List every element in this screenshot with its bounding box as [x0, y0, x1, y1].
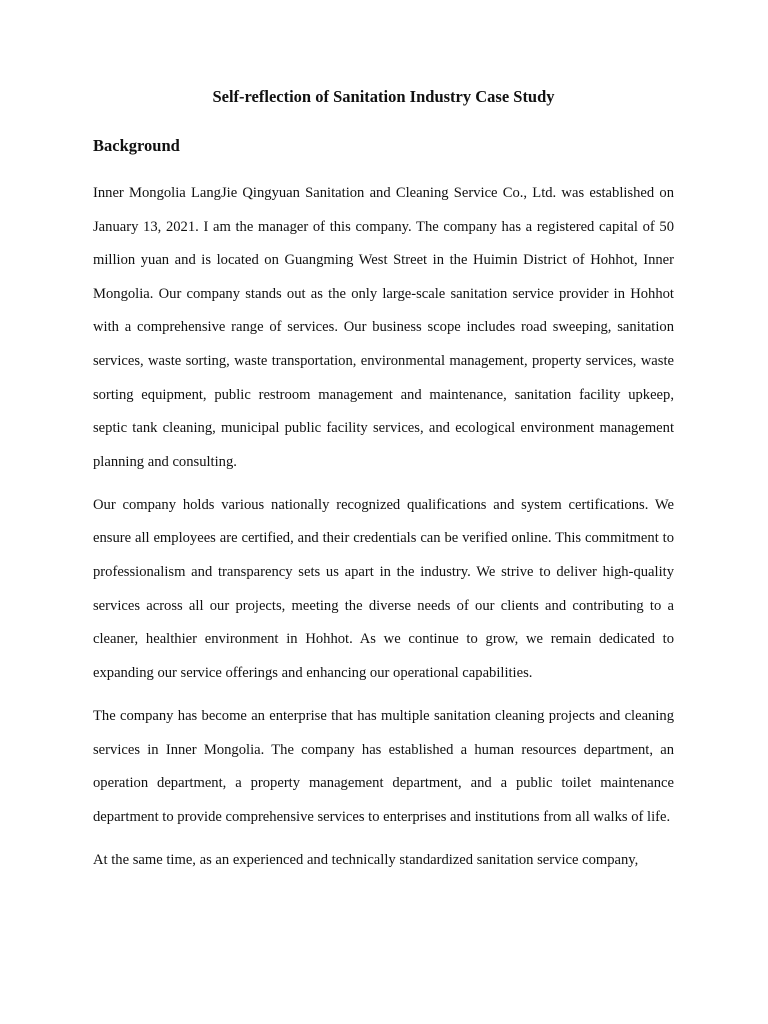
section-heading-background: Background [93, 136, 180, 155]
section-body [93, 177, 674, 887]
paragraph: At the same time, as an experienced and technically standardized sanitation service company, [93, 851, 639, 868]
paragraph: Inner Mongolia LangJie Qingyuan Sanitation and Cleaning Service Co., Ltd. was established on January 13, 2021. I am the manager of this company. The company has a registered capital of 50 million yuan and is located on Guangming West Street in the Huimin District of Hohhot, Inner Mongolia. Our company stands out as the only large-scale sanitation service provider in Hohhot with a comprehensive range of services. Our business scope includes road sweeping, sanitation services, waste sorting, waste transportation, environmental management, property services, waste sorting equipment, public restroom management and maintenance, sanitation facility upkeep, septic tank cleaning, municipal public facility services, and ecological environment management planning and consulting. [93, 185, 674, 470]
document-title: Self-reflection of Sanitation Industry Case Study [212, 87, 555, 106]
paragraph: The company has become an enterprise that has multiple sanitation cleaning projects and cleaning services in Inner Mongolia. The company has established a human resources department, an operation department, a property management department, and a public toilet maintenance department to provide comprehensive services to enterprises and institutions from all walks of life. [93, 707, 674, 825]
paragraph: Our company holds various nationally recognized qualifications and system certifications. We ensure all employees are certified, and their credentials can be verified online. This commitment to professionalism and transparency sets us apart in the industry. We strive to deliver high-quality services across all our projects, meeting the diverse needs of our clients and contributing to a cleaner, healthier environment in Hohhot. As we continue to grow, we remain dedicated to expanding our service offerings and enhancing our operational capabilities. [93, 496, 674, 681]
